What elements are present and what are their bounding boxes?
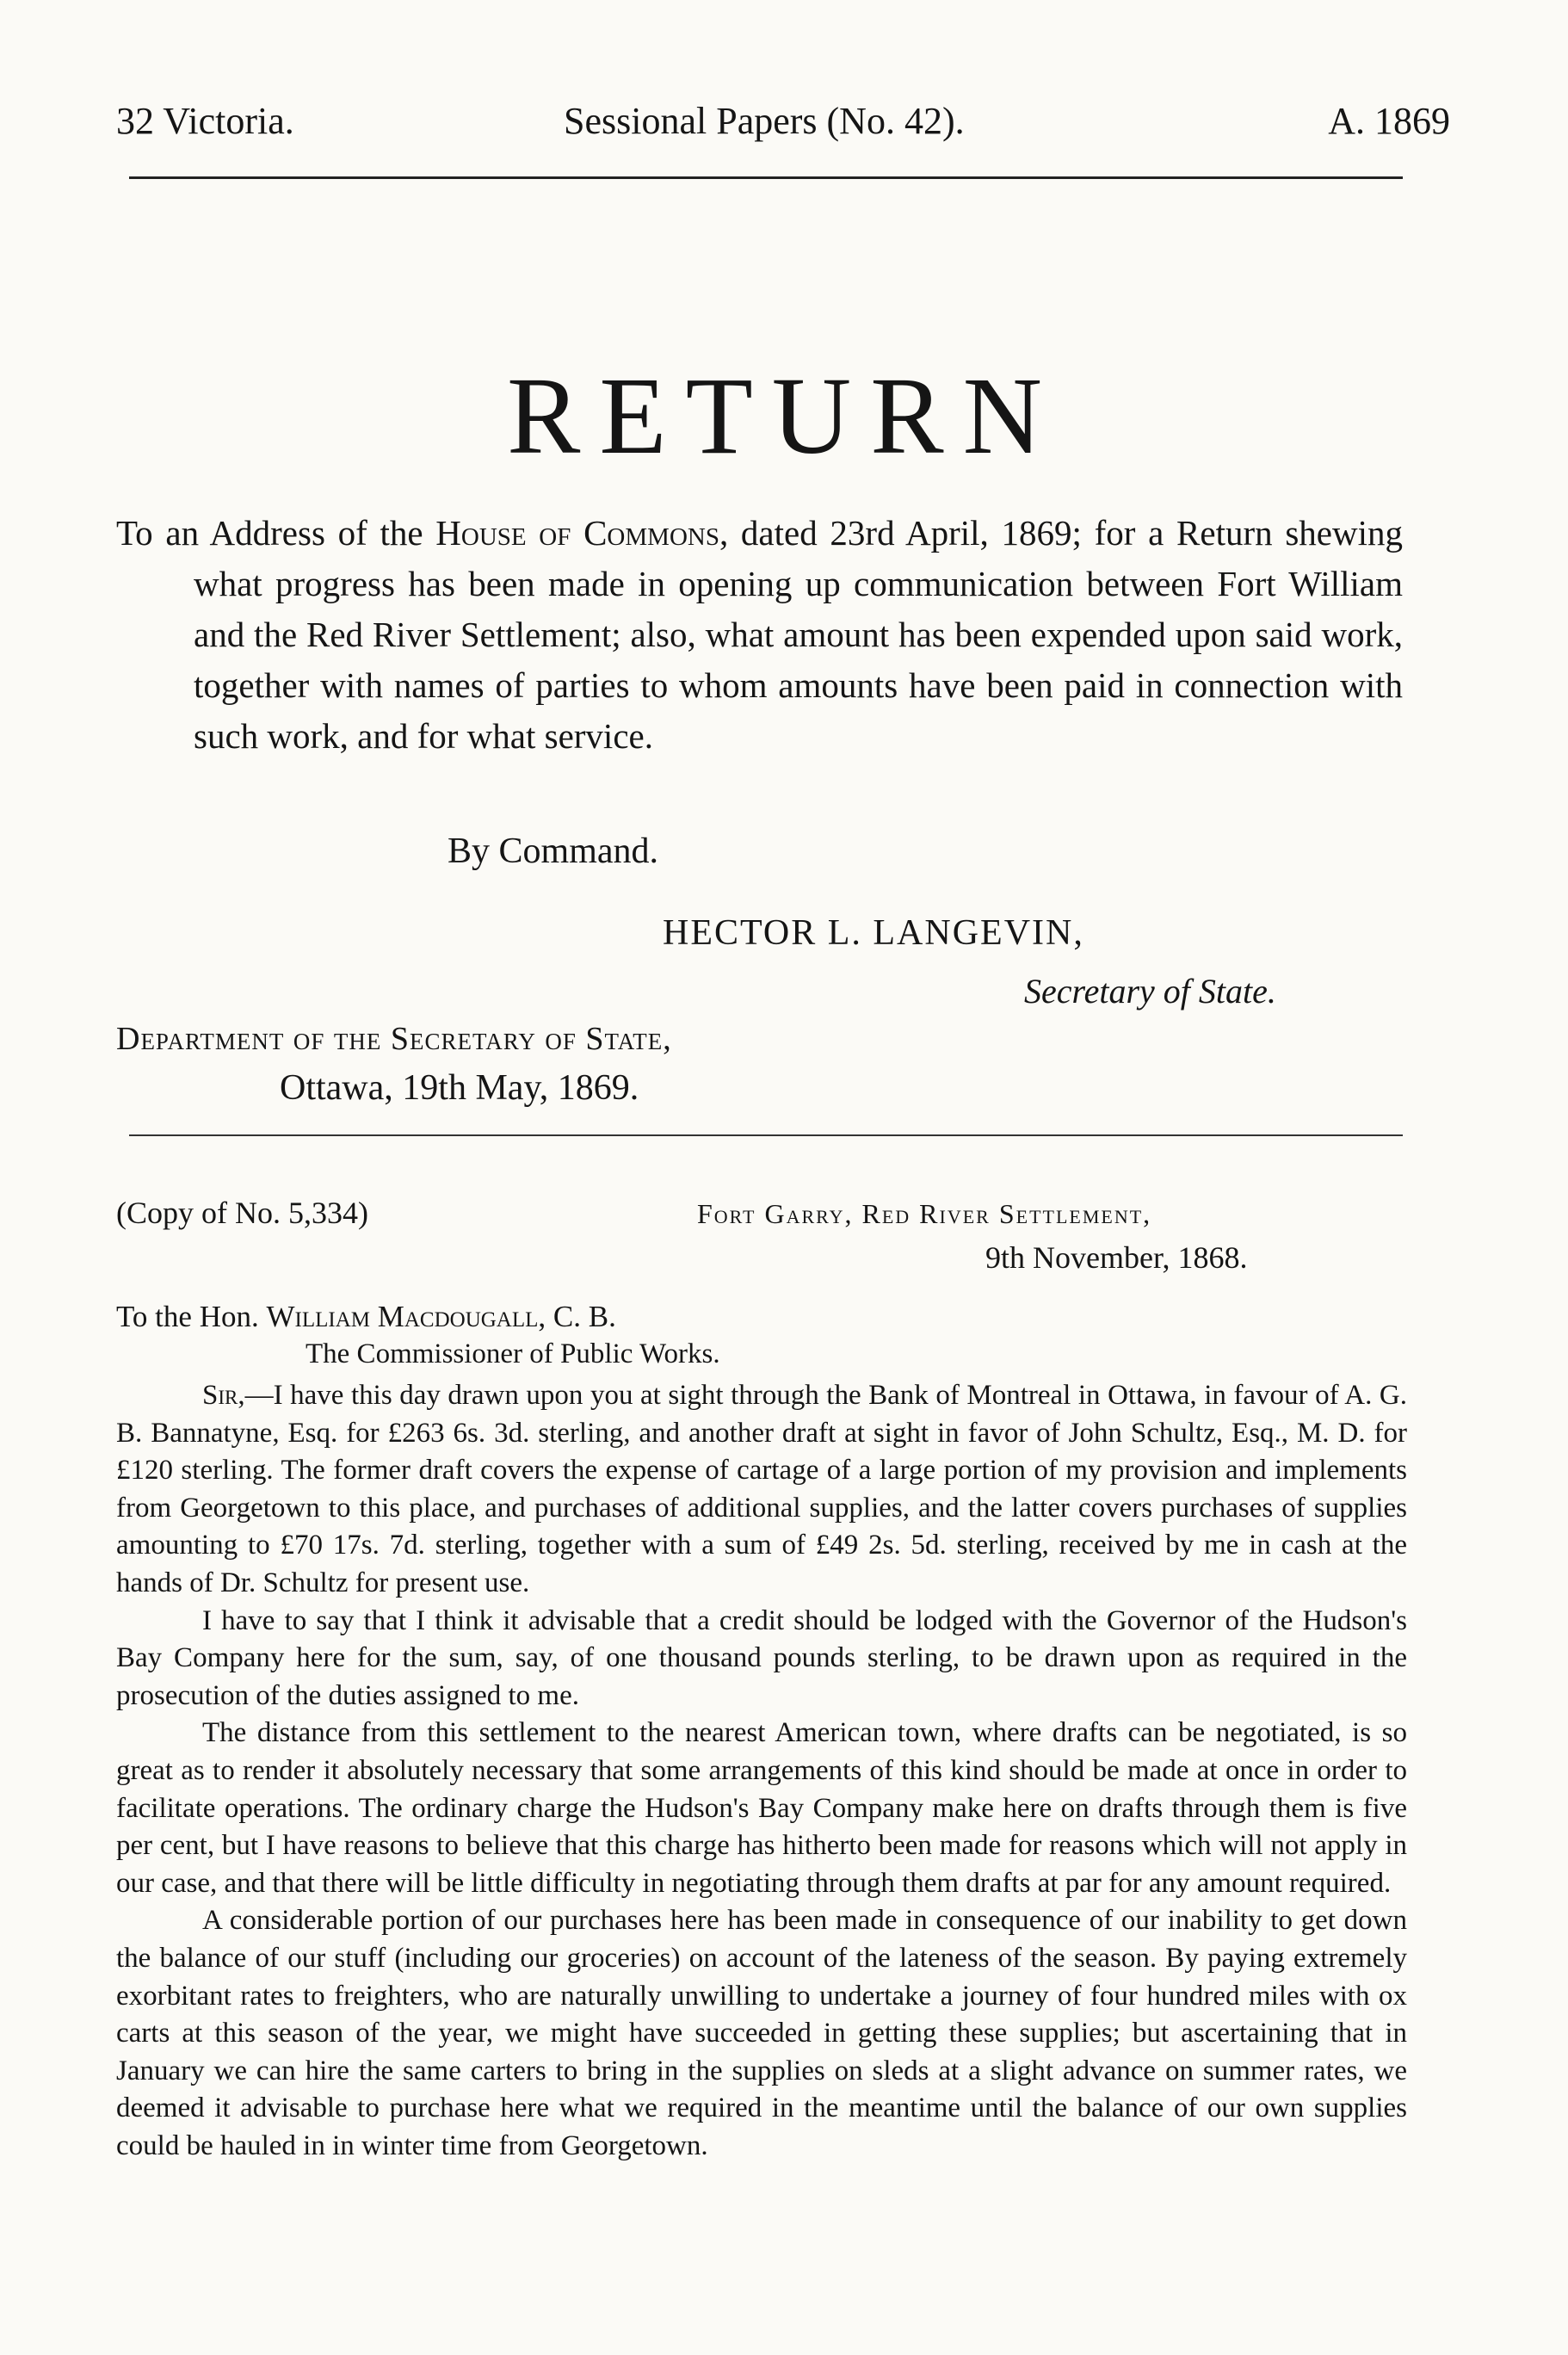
addressee-suffix: , C. B. xyxy=(538,1300,616,1333)
address-prefix: To an Address of the xyxy=(116,513,436,553)
document-title: RETURN xyxy=(507,355,1061,477)
header-volume: 32 Victoria. xyxy=(116,100,294,142)
copy-number: (Copy of No. 5,334) xyxy=(116,1196,368,1230)
addressee-name: William Macdougall xyxy=(266,1300,539,1333)
section-rule xyxy=(129,1134,1403,1136)
header-year: A. 1869 xyxy=(1328,100,1450,142)
page-header xyxy=(116,99,1450,151)
department: Department of the Secretary of State, xyxy=(116,1021,672,1057)
addressee xyxy=(116,1300,616,1334)
salutation: Sir xyxy=(202,1380,238,1411)
address-text: , dated 23rd April, 1869; for a Return shewing what progress has been made in opening up communication between Fort William and the Red River Settlement; also, what amount has been expended upon said work, together with names of parties to whom amounts have been paid in connection with such work, and for what service. xyxy=(194,513,1403,756)
address-paragraph xyxy=(116,508,1403,762)
addressee-prefix: To the Hon. xyxy=(116,1300,267,1333)
department-date: Ottawa, 19th May, 1869. xyxy=(280,1068,639,1108)
house-of-commons: House of Commons xyxy=(435,513,719,553)
signer-title: Secretary of State. xyxy=(1024,972,1276,1011)
letter-paragraph-1: Sir,—I have this day drawn upon you at sight through the Bank of Montreal in Ottawa, in favour of A. G. B. Bannatyne, Esq. for £263 6s. 3d. sterling, and another draft at sight in favor of John Schultz, Esq., M. D. for £120 sterling. The former draft covers the expense of cartage of a large portion of my provision and implements from Georgetown to this place, and purchases of additional supplies, and the latter covers purchases of supplies amounting to £70 17s. 7d. sterling, together with a sum of £49 2s. 5d. sterling, received by me in cash at the hands of Dr. Schultz for present use. xyxy=(116,1380,1407,1598)
letter-place: Fort Garry, Red River Settlement, xyxy=(697,1198,1152,1229)
header-rule xyxy=(129,176,1403,179)
by-command: By Command. xyxy=(448,831,659,871)
letter-date: 9th November, 1868. xyxy=(985,1240,1248,1275)
addressee-office: The Commissioner of Public Works. xyxy=(306,1338,720,1369)
letter-body xyxy=(116,1377,1407,2165)
signer-name: HECTOR L. LANGEVIN, xyxy=(663,913,1084,953)
letter-paragraph-2: I have to say that I think it advisable that a credit should be lodged with the Governor of the Hudson's Bay Company here for the sum, say, of one thousand pounds sterling, to be drawn upon as required in the prosecution of the duties assigned to me. xyxy=(116,1604,1407,1711)
letter-paragraph-3: The distance from this settlement to the nearest American town, where drafts can be negotiated, is so great as to render it absolutely necessary that some arrangements of this kind should be made at once in order to facilitate operations. The ordinary charge the Hudson's Bay Company make here on drafts through them is five per cent, but I have reasons to believe that this charge has hitherto been made for reasons which will not apply in our case, and that there will be little difficulty in negotiating through them drafts at par for any amount required. xyxy=(116,1717,1407,1899)
header-sessional-papers: Sessional Papers (No. 42). xyxy=(564,100,965,142)
letter-paragraph-4: A considerable portion of our purchases here has been made in consequence of our inability to get down the balance of our stuff (including our groceries) on account of the lateness of the season. By paying extremely exorbitant rates to freighters, who are naturally unwilling to undertake a journey of four hundred miles with ox carts at this season of the year, we might have succeeded in getting these supplies; but ascertaining that in January we can hire the same carters to bring in the supplies on sleds at a slight advance on summer rates, we deemed it advisable to purchase here what we required in the meantime until the balance of our own supplies could be hauled in in winter time from Georgetown. xyxy=(116,1905,1407,2161)
